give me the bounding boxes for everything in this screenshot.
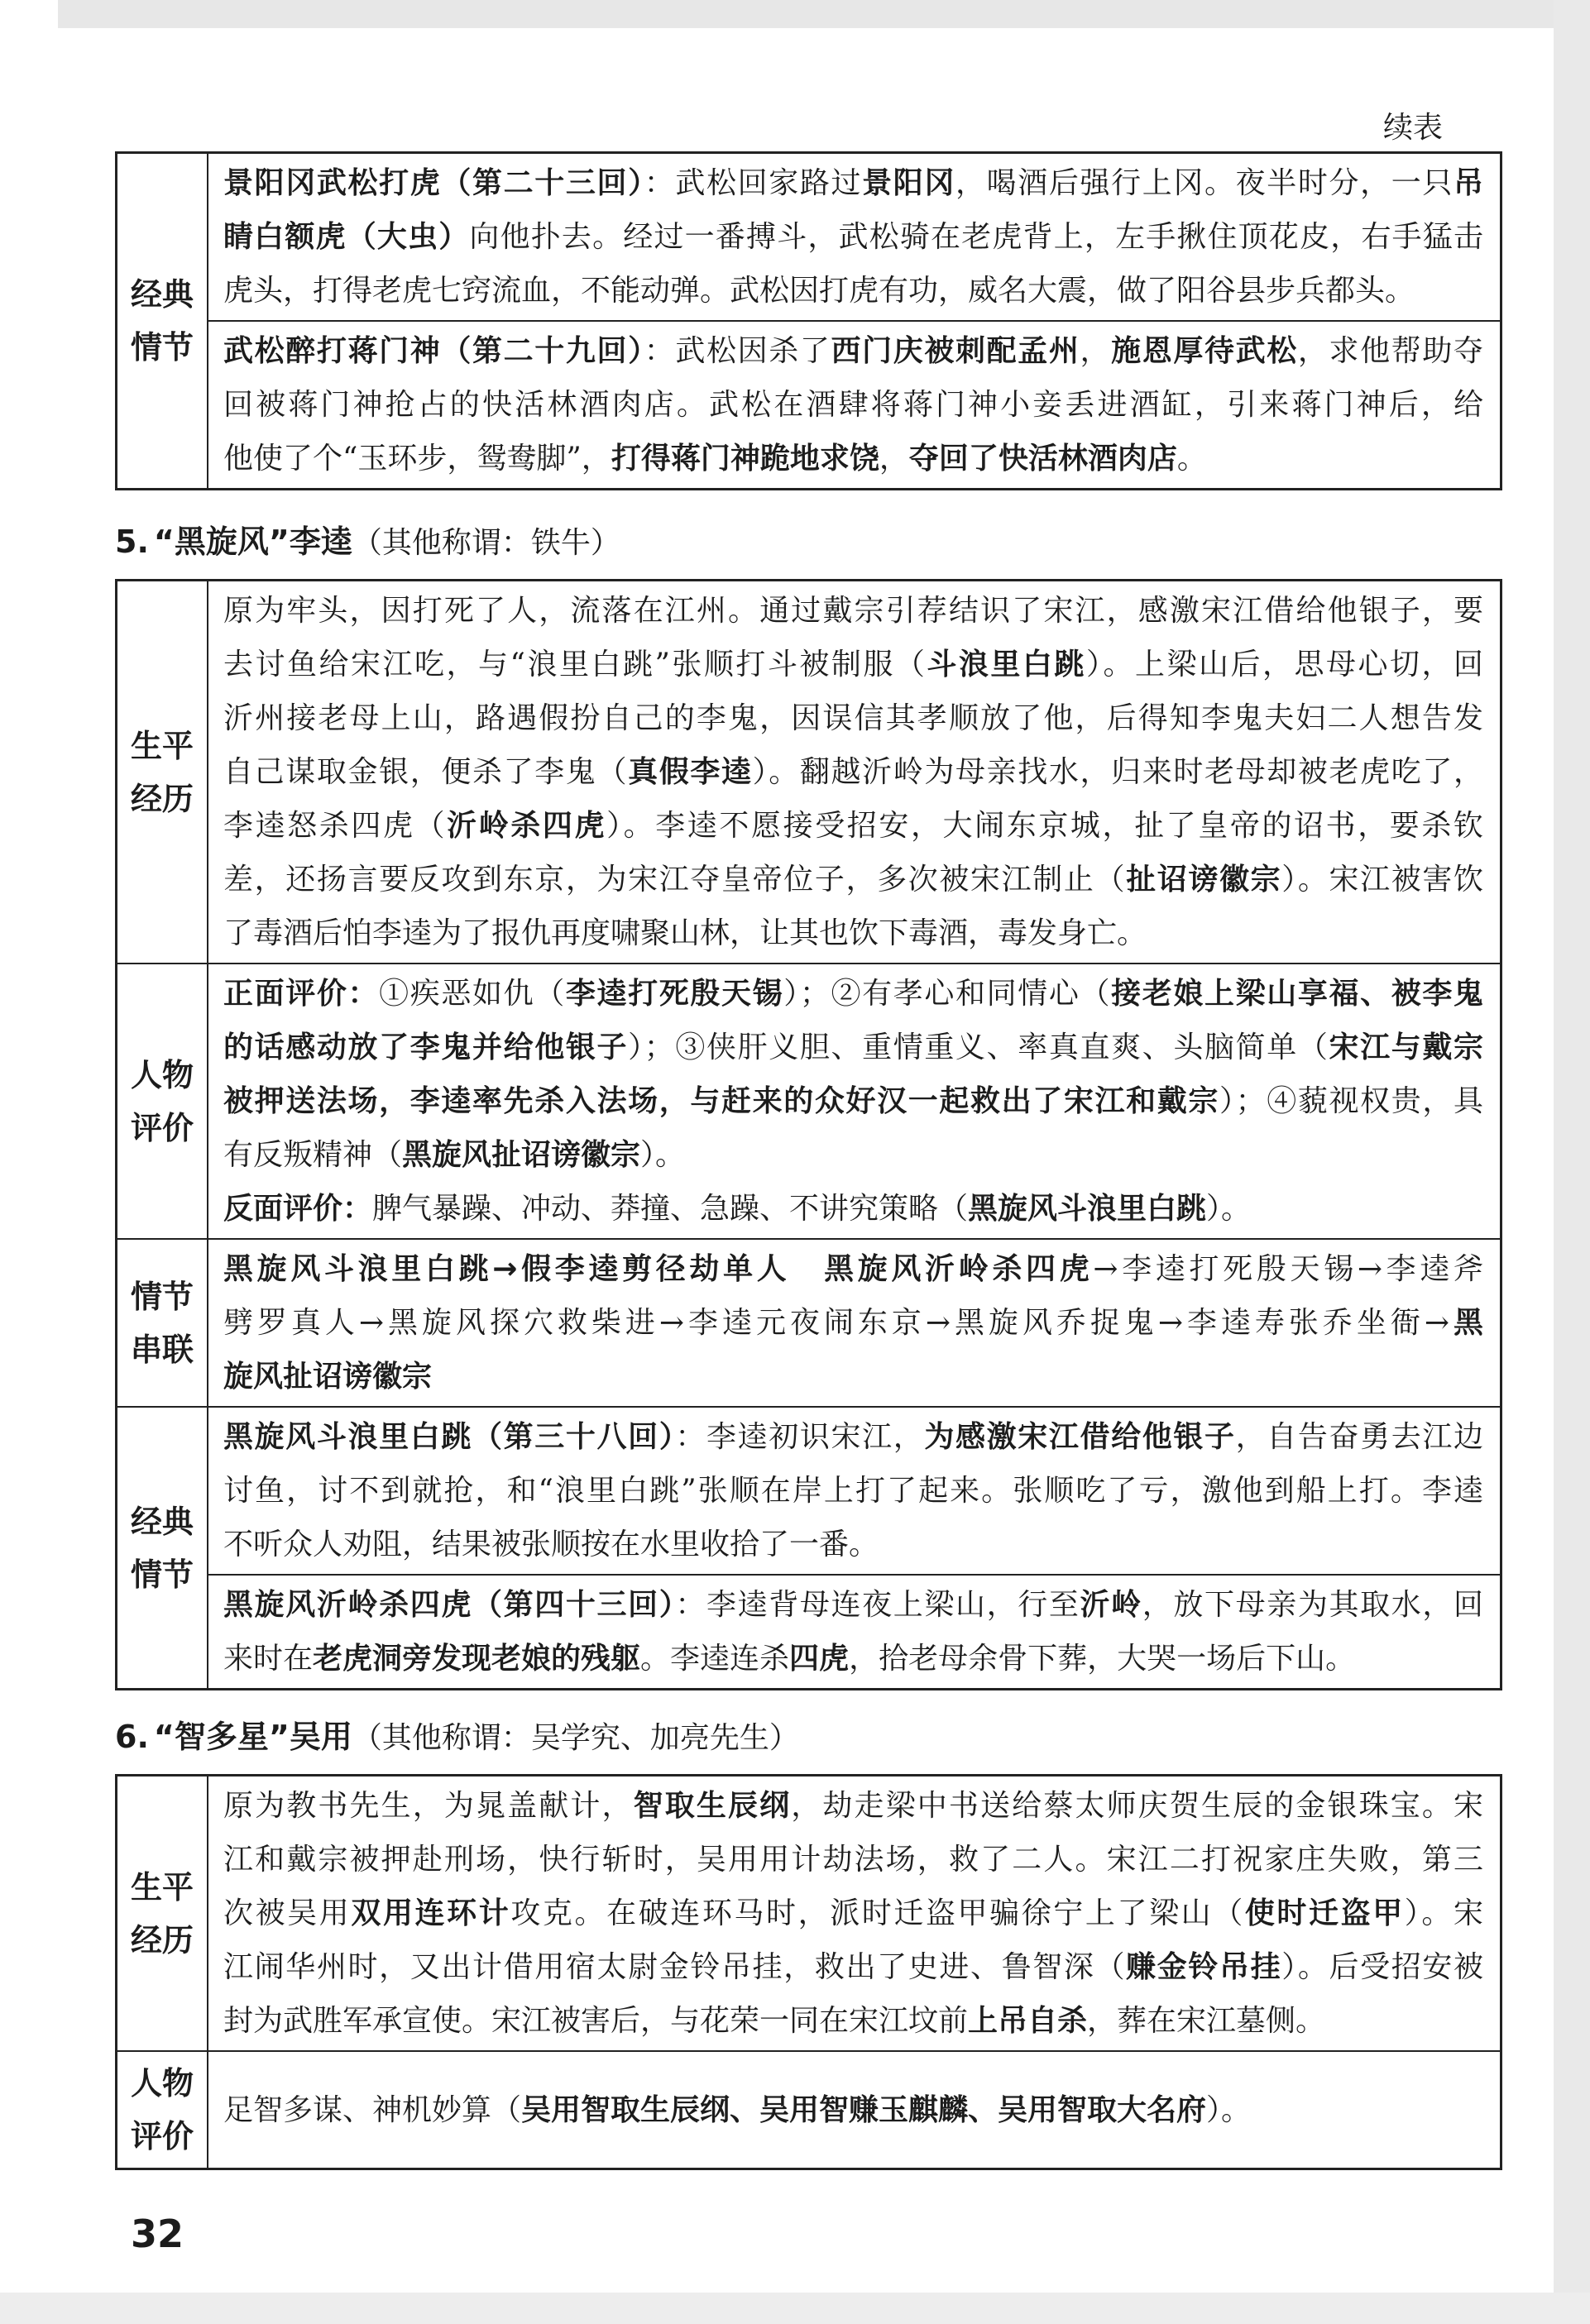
text-run: ：武松回家路过 <box>644 166 863 200</box>
bold-term: 使时迁盗甲 <box>1244 1896 1405 1930</box>
row-label-line: 人物 <box>130 2065 194 2102</box>
row-label <box>117 964 208 1238</box>
text-line <box>223 1940 1483 1994</box>
bold-term: 双用连环计 <box>351 1896 511 1930</box>
row-label-line: 评价 <box>130 2118 194 2154</box>
text-run: 李逵怒杀四虎（ <box>223 809 448 843</box>
text-run: ）。宋 <box>1404 1896 1483 1930</box>
text-line <box>223 1410 1483 1464</box>
bold-term: 的话感动放了李鬼并给他银子 <box>223 1030 629 1064</box>
text-run: 了毒酒后怕李逵为了报仇再度啸聚山林，让其也饮下毒酒，毒发身亡。 <box>223 916 1147 950</box>
bold-term: 宋江与戴宗 <box>1329 1030 1483 1064</box>
text-run: ：李逵初识宋江， <box>675 1420 925 1454</box>
bold-term: 为感激宋江借给他银子 <box>924 1420 1236 1454</box>
text-run: ）；③侠肝义胆、重情重义、率真直爽、头脑简单（ <box>628 1030 1329 1064</box>
bold-term: 吴用智取生辰纲、吴用智赚玉麒麟、吴用智取大名府 <box>521 2092 1207 2127</box>
row-content <box>208 1240 1500 1406</box>
text-run: ，自告奋勇去江边 <box>1235 1420 1483 1454</box>
text-run: 沂州接老母上山，路遇假扮自己的李鬼，因误信其孝顺放了他，后得知李鬼夫妇二人想告发 <box>223 701 1483 735</box>
bold-term: 旋风扯诏谤徽宗 <box>223 1360 433 1394</box>
text-cell <box>208 1776 1500 2050</box>
bold-term: 智取生辰纲 <box>633 1789 792 1823</box>
table-row <box>117 154 1500 488</box>
text-cell <box>208 581 1500 963</box>
text-run: ， <box>1080 334 1112 368</box>
row-content <box>208 154 1500 488</box>
row-label-line: 经历 <box>130 780 194 817</box>
row-content <box>208 1776 1500 2050</box>
row-content <box>208 581 1500 963</box>
text-line <box>223 432 1483 485</box>
character-name: “黑旋风”李逵 <box>153 524 352 560</box>
bold-term: 黑旋风沂岭杀四虎（第四十三回） <box>223 1588 676 1622</box>
row-label-line: 情节 <box>130 1556 194 1593</box>
row-label-line: 生平 <box>130 727 194 764</box>
text-run: 他使了个“玉环步，鸳鸯脚”， <box>223 442 611 476</box>
text-line <box>223 853 1483 906</box>
text-run: ， <box>879 442 909 476</box>
text-run: →李逵打死殷天锡→李逵斧 <box>1093 1252 1483 1286</box>
bold-term: 西门庆被刺配孟州 <box>831 334 1080 368</box>
bold-term: 黑旋风斗浪里白跳（第三十八回） <box>223 1420 676 1454</box>
text-line <box>223 906 1483 960</box>
text-run: 有反叛精神（ <box>223 1138 403 1172</box>
row-label-line: 串联 <box>130 1331 194 1368</box>
text-line <box>223 2083 1483 2137</box>
row-label <box>117 154 208 488</box>
bold-term: 扯诏谤徽宗 <box>1126 863 1282 897</box>
character-aliases: （其他称谓：吴学究、加亮先生） <box>352 1721 799 1755</box>
text-cell <box>208 154 1500 320</box>
section-heading-li-kui <box>115 523 620 562</box>
text-line <box>223 1021 1483 1074</box>
bold-term: 黑旋风沂岭杀四虎 <box>824 1252 1094 1286</box>
text-run: ，拾老母余骨下葬，大哭一场后下山。 <box>849 1642 1356 1676</box>
row-label-line: 经典 <box>130 1503 194 1540</box>
row-content <box>208 1408 1500 1688</box>
text-run: 去讨鱼给宋江吃，与“浪里白跳”张顺打斗被制服（ <box>223 648 927 681</box>
bold-term: 老虎洞旁发现老娘的残躯 <box>313 1642 641 1676</box>
table-row <box>117 2050 1500 2168</box>
text-run: 江闹华州时，又出计借用宿太尉金铃吊挂，救出了史进、鲁智深（ <box>223 1950 1127 1984</box>
text-cell <box>208 964 1500 1238</box>
bold-term: 接老娘上梁山享福、被李鬼 <box>1111 977 1483 1011</box>
page-number: 32 <box>131 2212 184 2256</box>
text-line <box>223 799 1483 853</box>
text-run: 。 <box>1176 442 1207 476</box>
text-run: ）。宋江被害饮 <box>1281 863 1483 897</box>
character-aliases: （其他称谓：铁牛） <box>352 526 620 560</box>
row-label-line: 生平 <box>130 1868 194 1906</box>
text-run: ：武松因杀了 <box>644 334 831 368</box>
bold-term: 景阳冈 <box>862 166 955 200</box>
section-heading-wu-yong <box>115 1718 799 1757</box>
row-label <box>117 1240 208 1406</box>
text-run: 虎头，打得老虎七窍流血，不能动弹。武松因打虎有功，威名大震，做了阳谷县步兵都头。 <box>223 274 1415 308</box>
row-content <box>208 2052 1500 2168</box>
table-row <box>117 1406 1500 1688</box>
text-line <box>223 1182 1483 1236</box>
text-run: ，喝酒后强行上冈。夜半时分，一只 <box>955 166 1454 200</box>
text-line <box>223 691 1483 745</box>
scan-margin-right <box>1554 0 1590 2324</box>
scan-margin-bottom <box>0 2293 1590 2324</box>
text-run: 原为教书先生，为晁盖献计， <box>223 1789 634 1823</box>
text-run: 。李逵连杀 <box>640 1642 790 1676</box>
row-label <box>117 1408 208 1688</box>
text-run: 脾气暴躁、冲动、莽撞、急躁、不讲究策略（ <box>372 1192 969 1226</box>
text-run: 向他扑去。经过一番搏斗，武松骑在老虎背上，左手揪住顶花皮，右手猛击 <box>469 220 1483 254</box>
text-run: ）；④藐视权贵，具 <box>1219 1084 1483 1118</box>
text-run: ）。翻越沂岭为母亲找水，归来时老母却被老虎吃了， <box>752 755 1483 789</box>
bold-term: 吊 <box>1453 166 1483 200</box>
section-number: 6. <box>115 1719 149 1755</box>
text-run: ，葬在宋江墓侧。 <box>1087 2004 1326 2038</box>
text-line <box>223 1464 1483 1518</box>
text-line <box>223 1128 1483 1182</box>
text-line <box>223 584 1483 638</box>
bold-term: 黑 <box>1449 1306 1483 1340</box>
bold-term: 睛白额虎（大虫） <box>223 220 470 254</box>
character-name: “智多星”吴用 <box>153 1719 352 1755</box>
bold-term: 赚金铃吊挂 <box>1126 1950 1282 1984</box>
text-run: ，劫走梁中书送给蔡太师庆贺生辰的金银珠宝。宋 <box>791 1789 1483 1823</box>
text-line <box>223 1632 1483 1686</box>
row-label-line: 经历 <box>130 1921 194 1958</box>
bold-term: 武松醉打蒋门神（第二十九回） <box>223 334 644 368</box>
scan-margin-top <box>58 0 1590 28</box>
text-run: 讨鱼，讨不到就抢，和“浪里白跳”张顺在岸上打了起来。张顺吃了亏，激他到船上打。李逵 <box>223 1474 1483 1508</box>
bold-term: 反面评价： <box>223 1192 373 1226</box>
text-line <box>223 1296 1483 1350</box>
bold-term: 李逵打死殷天锡 <box>565 977 784 1011</box>
row-content <box>208 964 1500 1238</box>
text-run: ）。后受招安被 <box>1281 1950 1483 1984</box>
text-cell <box>208 320 1500 488</box>
bold-term: 黑旋风斗浪里白跳 <box>968 1192 1207 1226</box>
bold-term: 施恩厚待武松 <box>1111 334 1298 368</box>
table-row <box>117 963 1500 1238</box>
text-run: 原为牢头，因打死了人，流落在江州。通过戴宗引荐结识了宋江，感激宋江借给他银子，要 <box>223 594 1483 628</box>
text-run: 攻克。在破连环马时，派时迁盗甲骗徐宁上了梁山（ <box>510 1896 1245 1930</box>
bold-term: 四虎 <box>789 1642 850 1676</box>
text-run: ）；②有孝心和同情心（ <box>783 977 1112 1011</box>
text-run: 劈罗真人→黑旋风探穴救柴进→李逵元夜闹东京→黑旋风乔捉鬼→李逵寿张乔坐衙→ <box>223 1306 1449 1340</box>
table-row <box>117 581 1500 963</box>
text-run: 差，还扬言要反攻到东京，为宋江夺皇帝位子，多次被宋江制止（ <box>223 863 1127 897</box>
bold-term: 景阳冈武松打虎（第二十三回） <box>223 166 644 200</box>
table-row <box>117 1776 1500 2050</box>
text-cell <box>208 1574 1500 1688</box>
continued-table-label: 续表 <box>1382 111 1443 145</box>
table-li-kui-profile <box>115 579 1502 1690</box>
table-row <box>117 1238 1500 1406</box>
bold-term: 正面评价： <box>223 977 380 1011</box>
bold-term: 黑旋风斗浪里白跳→假李逵剪径劫单人 <box>223 1252 825 1286</box>
row-label-line: 人物 <box>130 1056 194 1093</box>
text-run: ）。 <box>1206 2092 1252 2127</box>
text-line <box>223 378 1483 432</box>
text-line <box>223 967 1483 1021</box>
text-line <box>223 1242 1483 1296</box>
text-run: 足智多谋、神机妙算（ <box>223 2092 522 2127</box>
text-run: 回被蒋门神抢占的快活林酒肉店。武松在酒肆将蒋门神小妾丢进酒缸，引来蒋门神后，给 <box>223 388 1483 422</box>
section-number: 5. <box>115 524 149 560</box>
text-run: 封为武胜军承宣使。宋江被害后，与花荣一同在宋江坟前 <box>223 2004 969 2038</box>
table-wu-yong-profile <box>115 1774 1502 2170</box>
row-label-line: 情节 <box>130 1278 194 1315</box>
bold-term: 黑旋风扯诏谤徽宗 <box>402 1138 641 1172</box>
bold-term: 斗浪里白跳 <box>927 648 1086 681</box>
table-wu-song-episodes <box>115 151 1502 490</box>
text-line <box>223 210 1483 264</box>
text-cell <box>208 1240 1500 1406</box>
row-label <box>117 2052 208 2168</box>
text-line <box>223 1074 1483 1128</box>
bold-term: 被押送法场，李逵率先杀入法场，与赶来的众好汉一起救出了宋江和戴宗 <box>223 1084 1219 1118</box>
bold-term: 真假李逵 <box>628 755 753 789</box>
text-line <box>223 264 1483 318</box>
text-line <box>223 324 1483 378</box>
bold-term: 打得蒋门神跪地求饶 <box>611 442 879 476</box>
text-run: ）。上梁山后，思母心切，回 <box>1085 648 1483 681</box>
text-line <box>223 1350 1483 1403</box>
text-cell <box>208 2081 1500 2140</box>
row-label <box>117 1776 208 2050</box>
text-line <box>223 1518 1483 1571</box>
text-line <box>223 1779 1483 1833</box>
text-run: 自己谋取金银，便杀了李鬼（ <box>223 755 629 789</box>
text-line <box>223 638 1483 691</box>
bold-term: 上吊自杀 <box>968 2004 1088 2038</box>
text-run: ）。李逵不愿接受招安，大闹东京城，扯了皇帝的诏书，要杀钦 <box>606 809 1483 843</box>
row-label-line: 情节 <box>130 329 194 366</box>
row-label-line: 评价 <box>130 1109 194 1146</box>
text-line <box>223 156 1483 210</box>
text-run: ，求他帮助夺 <box>1297 334 1483 368</box>
text-line <box>223 1578 1483 1632</box>
row-label <box>117 581 208 963</box>
text-run: 次被吴用 <box>223 1896 352 1930</box>
text-line <box>223 1833 1483 1886</box>
bold-term: 夺回了快活林酒肉店 <box>908 442 1177 476</box>
text-run: ：李逵背母连夜上梁山，行至 <box>675 1588 1080 1622</box>
text-run: 江和戴宗被押赴刑场，快行斩时，吴用用计劫法场，救了二人。宋江二打祝家庄失败，第三 <box>223 1843 1483 1877</box>
bold-term: 沂岭 <box>1080 1588 1142 1622</box>
text-run: ）。 <box>1206 1192 1252 1226</box>
text-cell <box>208 1408 1500 1574</box>
text-run: ，放下母亲为其取水，回 <box>1142 1588 1483 1622</box>
bold-term: 沂岭杀四虎 <box>447 809 607 843</box>
text-run: 来时在 <box>223 1642 314 1676</box>
text-run: 不听众人劝阻，结果被张顺按在水里收拾了一番。 <box>223 1528 879 1561</box>
text-line <box>223 1886 1483 1940</box>
text-line <box>223 1994 1483 2048</box>
row-label-line: 经典 <box>130 276 194 313</box>
text-line <box>223 745 1483 799</box>
text-run: ）。 <box>640 1138 686 1172</box>
text-run: ①疾恶如仇（ <box>379 977 566 1011</box>
